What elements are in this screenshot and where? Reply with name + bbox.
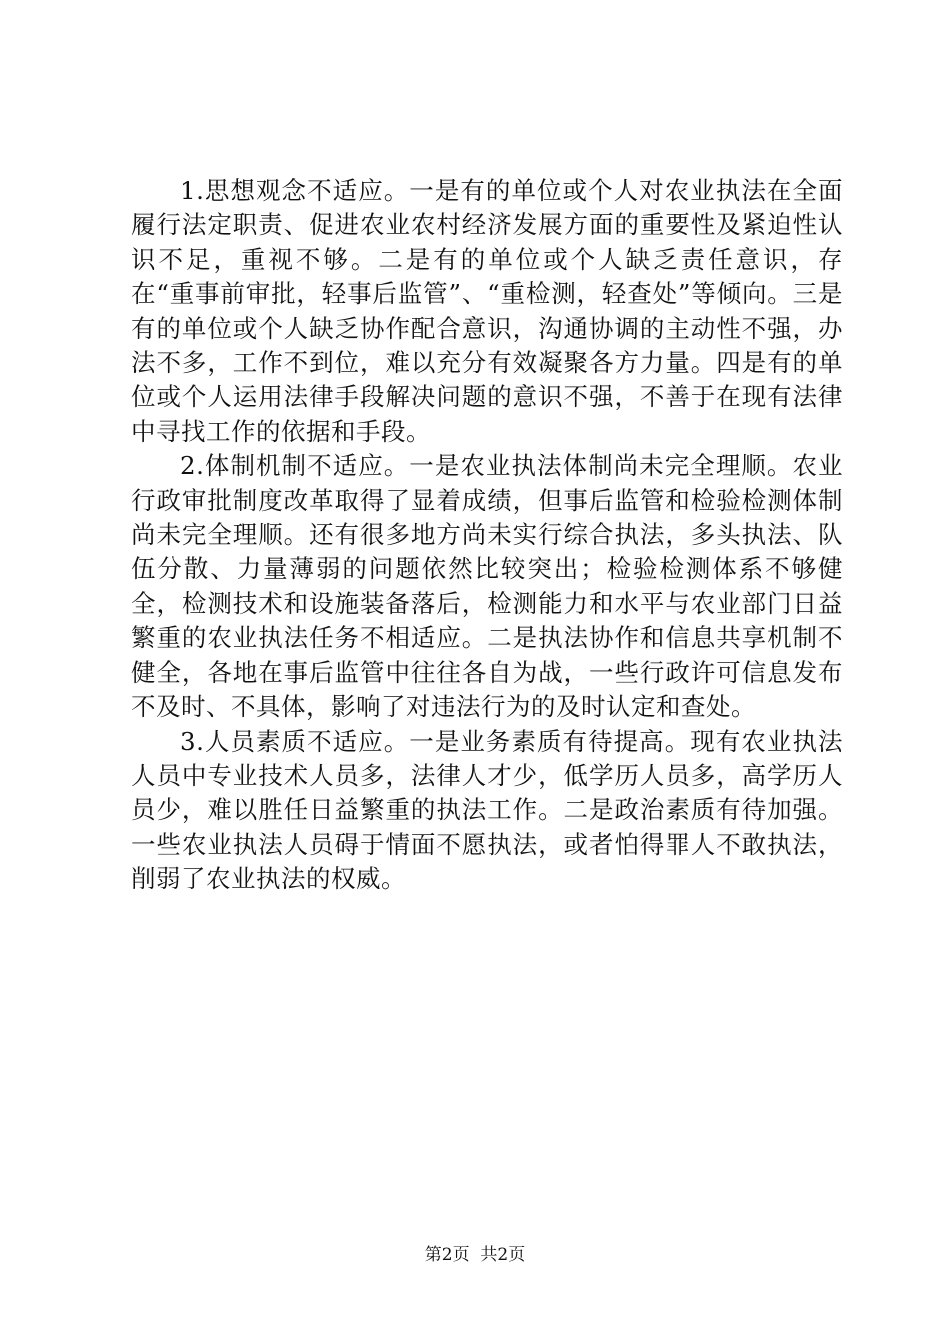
paragraph-institutional-mechanisms: 2.体制机制不适应。一是农业执法体制尚未完全理顺。农业行政审批制度改革取得了显着成绩，但事后监管和检验检测体制尚未完全理顺。还有很多地方尚未实行综合执法，多头执法、队伍分散、力量薄弱的问题依然比较突出；检验检测体系不够健全，检测技术和设施装备落后，检测能力和水平与农业部门日益繁重的农业执法任务不相适应。二是执法协作和信息共享机制不健全，各地在事后监管中往往各自为战，一些行政许可信息发布不及时、不具体，影响了对违法行为的及时认定和查处。 (131, 451, 843, 722)
paragraph-personnel-quality: 3.人员素质不适应。一是业务素质有待提高。现有农业执法人员中专业技术人员多，法律人才少，低学历人员多，高学历人员少，难以胜任日益繁重的执法工作。二是政治素质有待加强。一些农业执法人员碍于情面不愿执法，或者怕得罪人不敢执法，削弱了农业执法的权威。 (131, 726, 843, 894)
page-footer (0, 1244, 950, 1266)
paragraph-thinking-concepts: 1.思想观念不适应。一是有的单位或个人对农业执法在全面履行法定职责、促进农业农村经济发展方面的重要性及紧迫性认识不足，重视不够。二是有的单位或个人缺乏责任意识，存在“重事前审批，轻事后监管”、“重检测，轻查处”等倾向。三是有的单位或个人缺乏协作配合意识，沟通协调的主动性不强，办法不多，工作不到位，难以充分有效凝聚各方力量。四是有的单位或个人运用法律手段解决问题的意识不强，不善于在现有法律中寻找工作的依据和手段。 (131, 176, 843, 446)
page-number-label: 第2页 共2页 (424, 1245, 526, 1265)
document-body (131, 174, 843, 897)
